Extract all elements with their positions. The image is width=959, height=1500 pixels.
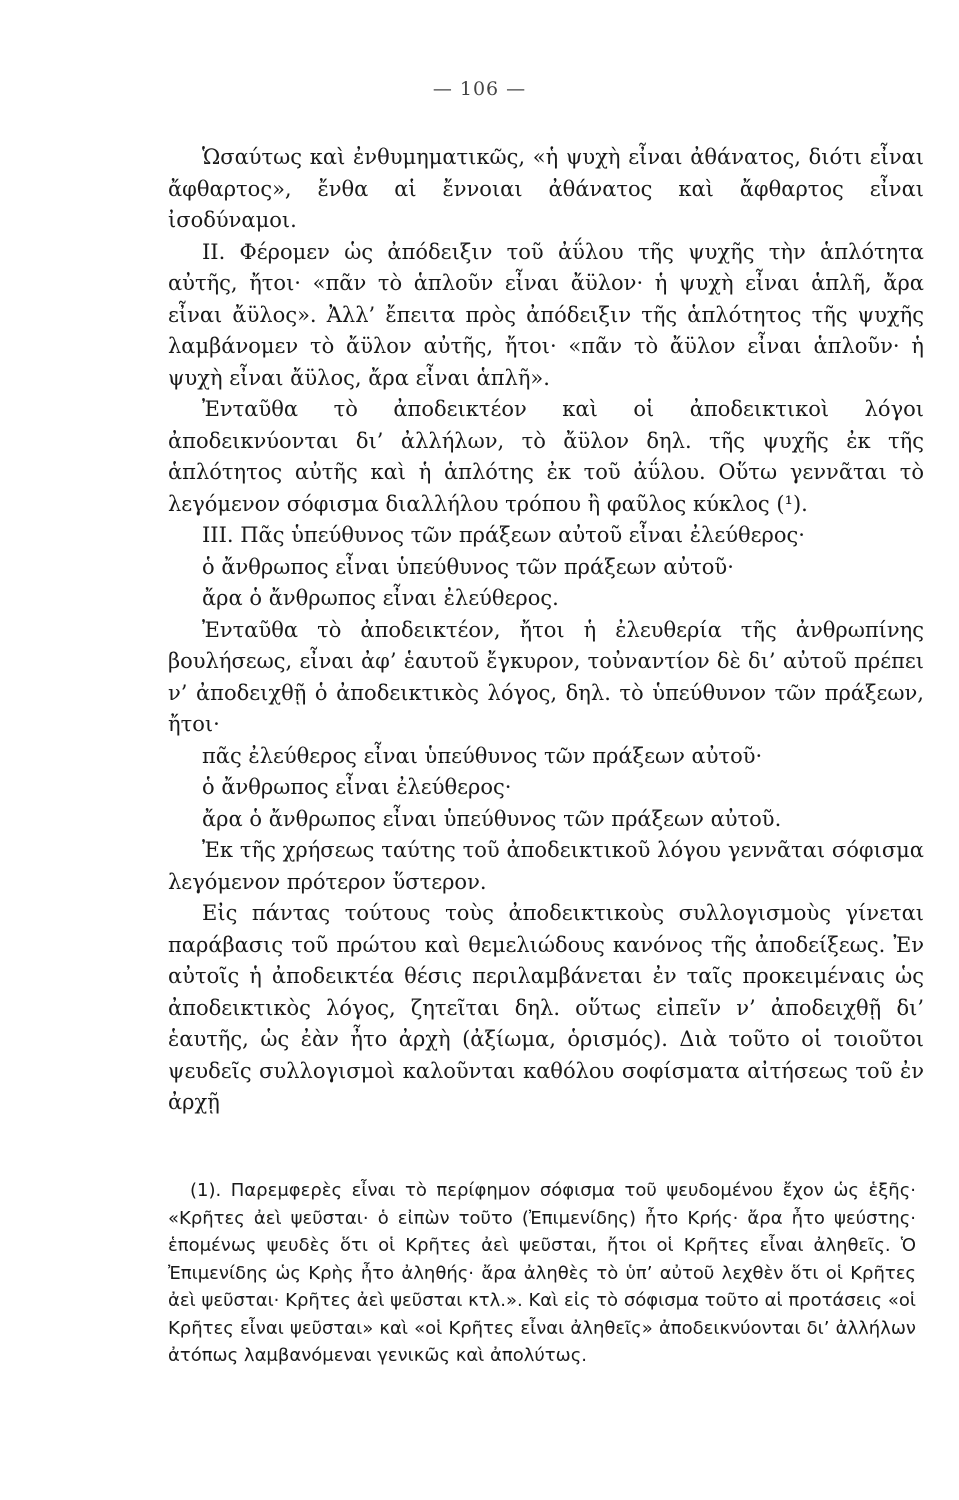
footnotes xyxy=(168,1177,916,1370)
syllogism-2-minor-premise: ὁ ἄνθρωπος εἶναι ἐλεύθερος· xyxy=(202,775,512,799)
paragraph-section-ii: II. Φέρομεν ὡς ἀπόδειξιν τοῦ ἀΰλου τῆς ψυχῆς τὴν ἁπλότητα αὐτῆς, ἤτοι· «πᾶν τὸ ἁπλοῦν εἶναι ἄϋλον· ἡ ψυχὴ εἶναι ἁπλῆ, ἄρα εἶναι ἄϋλος». Ἀλλ’ ἔπειτα πρὸς ἀπόδειξιν τῆς ἁπλότητος τῆς ψυχῆς λαμβάνομεν τὸ ἄϋλον αὐτῆς, ἤτοι· «πᾶν τὸ ἄϋλον εἶναι ἁπλοῦν· ἡ ψυχὴ εἶναι ἄϋλος, ἄρα εἶναι ἁπλῆ». xyxy=(168,239,924,390)
paragraph-freedom-of-will: Ἐνταῦθα τὸ ἀποδεικτέον, ἤτοι ἡ ἐλευθερία τῆς ἀνθρωπίνης βουλήσεως, εἶναι ἀφ’ ἑαυτοῦ ἔγκυρον, τοὐναντίον δὲ δι’ αὐτοῦ πρέπει ν’ ἀποδειχθῇ ὁ ἀποδεικτικὸς λόγος, δηλ. τὸ ὑπεύθυνον τῶν πράξεων, ἤτοι· xyxy=(168,617,924,736)
syllogism-1-major-premise: III. Πᾶς ὑπεύθυνος τῶν πράξεων αὐτοῦ εἶναι ἐλεύθερος· xyxy=(202,523,805,547)
paragraph-hysteron-proteron: Ἐκ τῆς χρήσεως ταύτης τοῦ ἀποδεικτικοῦ λόγου γεννᾶται σόφισμα λεγόμενον πρότερον ὕστερον. xyxy=(168,838,924,894)
paragraph-enthymeme: Ὡσαύτως καὶ ἐνθυμηματικῶς, «ἡ ψυχὴ εἶναι ἀθάνατος, διότι εἶναι ἄφθαρτος», ἔνθα αἱ ἔννοιαι ἀθάνατος καὶ ἄφθαρτος εἶναι ἰσοδύναμοι. xyxy=(168,145,924,232)
syllogism-2-major-premise: πᾶς ἐλεύθερος εἶναι ὑπεύθυνος τῶν πράξεων αὐτοῦ· xyxy=(202,743,763,768)
page-number: — 106 — xyxy=(432,78,527,100)
paragraph-petitio-principii: Εἰς πάντας τούτους τοὺς ἀποδεικτικοὺς συλλογισμοὺς γίνεται παράβασις τοῦ πρώτου καὶ θεμελιώδους κανόνος τῆς ἀποδείξεως. Ἐν αὐτοῖς ἡ ἀποδεικτέα θέσις περιλαμβάνεται ἐν ταῖς προκειμέναις ὡς ἀποδεικτικὸς λόγος, ζητεῖται δηλ. οὕτως εἰπεῖν ν’ ἀποδειχθῇ δι’ ἑαυτῆς, ὡς ἐὰν ἦτο ἀρχὴ (ἀξίωμα, ὁρισμός). Διὰ τοῦτο οἱ τοιοῦτοι ψευδεῖς συλλογισμοὶ καλοῦνται καθόλου σοφίσματα αἰτήσεως τοῦ ἐν ἀρχῇ xyxy=(168,901,924,1114)
syllogism-1-conclusion: ἄρα ὁ ἄνθρωπος εἶναι ἐλεύθερος. xyxy=(202,586,559,610)
syllogism-2-conclusion: ἄρα ὁ ἄνθρωπος εἶναι ὑπεύθυνος τῶν πράξεων αὐτοῦ. xyxy=(202,806,782,831)
syllogism-1-minor-premise: ὁ ἄνθρωπος εἶναι ὑπεύθυνος τῶν πράξεων αὐτοῦ· xyxy=(202,554,734,579)
paragraph-circular-reasoning: Ἐνταῦθα τὸ ἀποδεικτέον καὶ οἱ ἀποδεικτικοὶ λόγοι ἀποδεικνύονται δι’ ἀλλήλων, τὸ ἄϋλον δηλ. τῆς ψυχῆς ἐκ τῆς ἁπλότητος αὐτῆς καὶ ἡ ἁπλότης ἐκ τοῦ ἀΰλου. Οὕτω γεννᾶται τὸ λεγόμενον σόφισμα διαλλήλου τρόπου ἢ φαῦλος κύκλος (¹). xyxy=(168,397,924,516)
footnote-1: (1). Παρεμφερὲς εἶναι τὸ περίφημον σόφισμα τοῦ ψευδομένου ἔχον ὡς ἑξῆς· «Κρῆτες ἀεὶ ψεῦσται· ὁ εἰπὼν τοῦτο (Ἐπιμενίδης) ἦτο Κρής· ἄρα ἦτο ψεύστης· ἑπομένως ψευδὲς ὅτι οἱ Κρῆτες ἀεὶ ψεῦσται, ἤτοι οἱ Κρῆτες εἶναι ἀληθεῖς. Ὁ Ἐπιμενίδης ὡς Κρὴς ἦτο ἀληθής· ἄρα ἀληθὲς τὸ ὑπ’ αὐτοῦ λεχθὲν ὅτι οἱ Κρῆτες ἀεὶ ψεῦσται· Κρῆτες ἀεὶ ψεῦσται κτλ.». Καὶ εἰς τὸ σόφισμα τοῦτο αἱ προτάσεις «οἱ Κρῆτες εἶναι ψεῦσται» καὶ «οἱ Κρῆτες εἶναι ἀληθεῖς» ἀποδεικνύονται δι’ ἀλλήλων ἀτόπως λαμβανόμεναι γενικῶς καὶ ἀπολύτως. xyxy=(168,1180,916,1366)
main-text xyxy=(168,142,924,1119)
